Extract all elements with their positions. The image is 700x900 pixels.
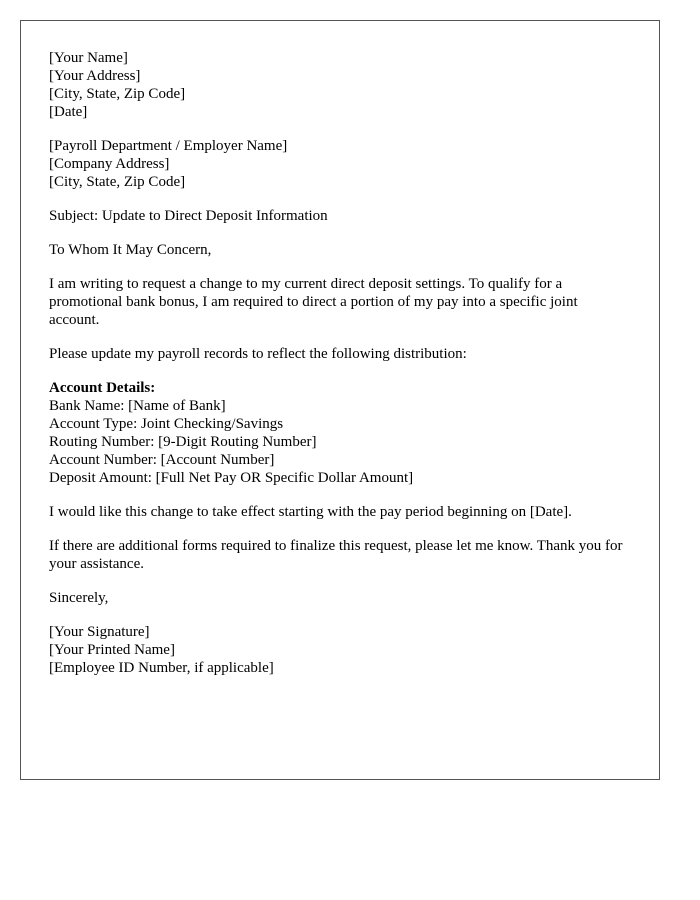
account-number-line: Account Number: [Account Number] [49,452,275,468]
sender-address: [Your Address] [49,68,141,84]
sender-block [49,49,629,121]
subject-text: Subject: Update to Direct Deposit Information [49,208,328,224]
closing-paragraph [49,537,629,573]
signature-line: [Your Signature] [49,624,150,640]
intro-paragraph-text: I am writing to request a change to my current direct deposit settings. To qualify for a promotional bank bonus, I am required to direct a portion of my pay into a specific joint account. [49,276,578,328]
deposit-amount-line: Deposit Amount: [Full Net Pay OR Specific Dollar Amount] [49,470,414,486]
account-details-heading: Account Details: [49,380,156,396]
account-details-block [49,379,629,487]
sender-city-state-zip: [City, State, Zip Code] [49,86,186,102]
intro-paragraph [49,275,629,329]
letter-body [49,49,629,693]
recipient-block [49,137,629,191]
employee-id-line: [Employee ID Number, if applicable] [49,660,274,676]
sign-off-text: Sincerely, [49,590,109,606]
effective-paragraph [49,503,629,521]
letter-date: [Date] [49,104,88,120]
recipient-department: [Payroll Department / Employer Name] [49,138,288,154]
salutation [49,241,629,259]
printed-name-line: [Your Printed Name] [49,642,175,658]
request-paragraph [49,345,629,363]
effective-paragraph-text: I would like this change to take effect starting with the pay period beginning on [Date]. [49,504,572,520]
account-type-line: Account Type: Joint Checking/Savings [49,416,284,432]
bank-name-line: Bank Name: [Name of Bank] [49,398,226,414]
signature-block [49,623,629,677]
recipient-city-state-zip: [City, State, Zip Code] [49,174,186,190]
recipient-company-address: [Company Address] [49,156,170,172]
request-paragraph-text: Please update my payroll records to reflect the following distribution: [49,346,467,362]
subject-line [49,207,629,225]
routing-number-line: Routing Number: [9-Digit Routing Number] [49,434,317,450]
closing-paragraph-text: If there are additional forms required to finalize this request, please let me know. Thank you for your assistance. [49,538,623,572]
sign-off [49,589,629,607]
salutation-text: To Whom It May Concern, [49,242,212,258]
letter-page [20,20,660,780]
sender-name: [Your Name] [49,50,128,66]
